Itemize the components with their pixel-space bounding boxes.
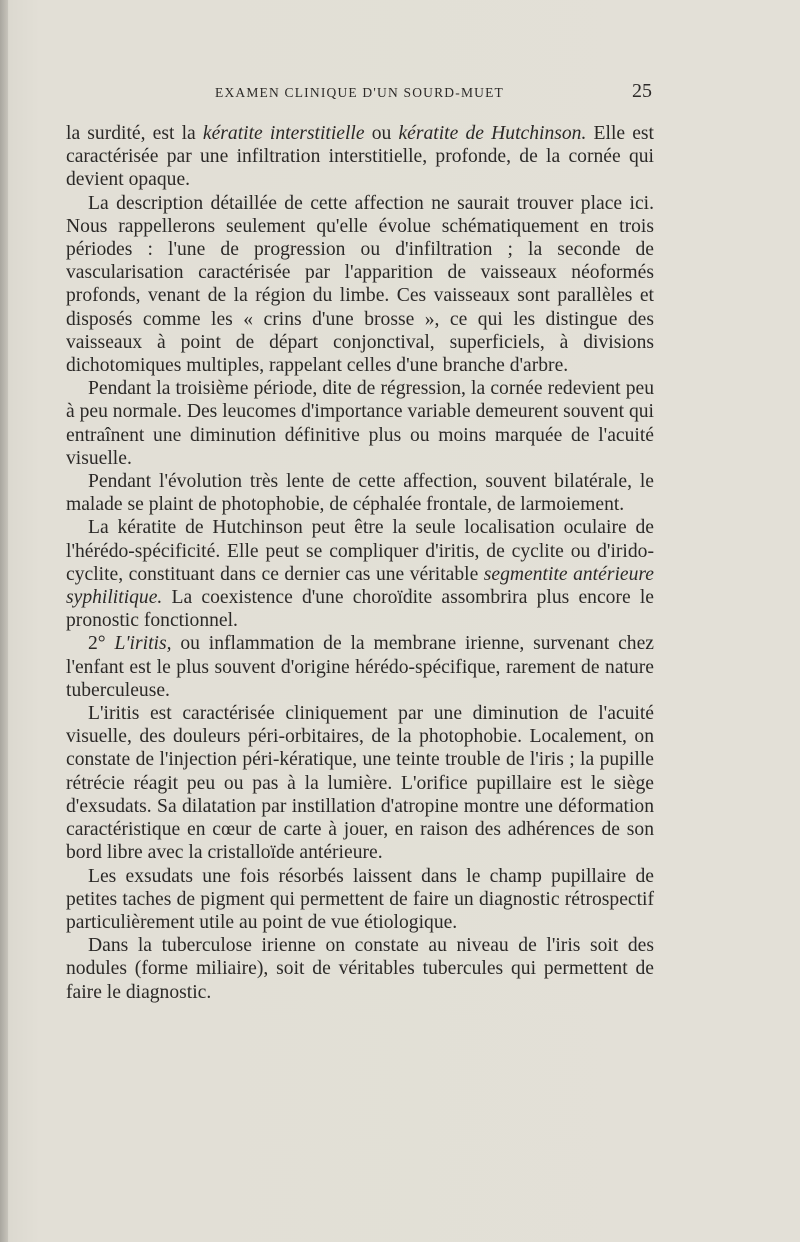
paragraph-9: Dans la tuberculose irienne on constate au niveau de l'iris soit des nodules (forme miliaire), soit de véritables tubercules qui permettent de faire le diagnostic. [66, 935, 654, 1003]
paragraph-6 [66, 632, 654, 702]
italic-term: kératite de Hutchinson. [398, 123, 587, 144]
italic-term: L'iritis, [114, 633, 172, 655]
running-head [0, 80, 800, 109]
text-run: la surdité, est la [66, 123, 203, 144]
paragraph-7: L'iritis est caractérisée cliniquement par une diminution de l'acuité visuelle, des douleurs péri-orbitaires, de la photophobie. Localement, on constate de l'injection péri-kératique, une teinte trouble de l'iris ; la pupille rétrécie réagit peu ou pas à la lumière. L'orifice pupillaire est le siège d'exsudats. Sa dilatation par instillation d'atropine montre une déformation caractéristique en cœur de carte à jouer, en raison des adhérences de son bord libre avec la cristalloïde antérieure. [66, 703, 654, 864]
paragraph-2: La description détaillée de cette affection ne saurait trouver place ici. Nous rappellerons seulement qu'elle évolue schématiquement en trois périodes : l'une de progression ou d'infiltration ; la seconde de vascularisation caractérisée par l'apparition de vaisseaux néoformés profonds, venant de la région du limbe. Ces vaisseaux sont parallèles et disposés comme les « crins d'une brosse », ce qui les distingue des vaisseaux à point de départ conjonctival, superficiels, à divisions dichotomiques multiples, rappelant celles d'une branche d'arbre. [66, 192, 654, 377]
paragraph-5 [66, 516, 654, 632]
text-run: La coexistence d'une choroïdite assombrira plus encore le pronostic fonctionnel. [66, 587, 654, 632]
page-number: 25 [632, 80, 652, 102]
text-run: 2° [88, 633, 115, 655]
italic-term: segmentite antérieure syphilitique. [66, 563, 654, 609]
paragraph-8: Les exsudats une fois résorbés laissent dans le champ pupillaire de petites taches de pigment qui permettent de faire un diagnostic rétrospectif particulièrement utile au point de vue étiologique. [66, 865, 654, 933]
text-run: Elle est caractérisée par une infiltration interstitielle, profonde, de la cornée qui devient opaque. [66, 123, 654, 191]
page-gutter [0, 0, 8, 1242]
paragraph-1 [66, 122, 654, 192]
text-run: La kératite de Hutchinson peut être la seule localisation oculaire de l'hérédo-spécificité. Elle peut se compliquer d'iritis, de cyclite ou d'irido-cyclite, constituant dans ce dernier cas une véritable [66, 517, 654, 585]
body-text [66, 122, 654, 1004]
paragraph-3: Pendant la troisième période, dite de régression, la cornée redevient peu à peu normale. Des leucomes d'importance variable demeurent souvent qui entraînent une diminution définitive plus ou moins marquée de l'acuité visuelle. [66, 378, 654, 469]
text-run: ou [364, 123, 399, 144]
paragraph-4: Pendant l'évolution très lente de cette affection, souvent bilatérale, le malade se plaint de photophobie, de céphalée frontale, de larmoiement. [66, 471, 654, 516]
running-title: EXAMEN CLINIQUE D'UN SOURD-MUET [215, 85, 504, 100]
text-run: ou inflammation de la membrane irienne, survenant chez l'enfant est le plus souvent d'origine hérédo-spécifique, rarement de nature tuberculeuse. [66, 633, 654, 701]
italic-term: kératite interstitielle [202, 123, 365, 144]
